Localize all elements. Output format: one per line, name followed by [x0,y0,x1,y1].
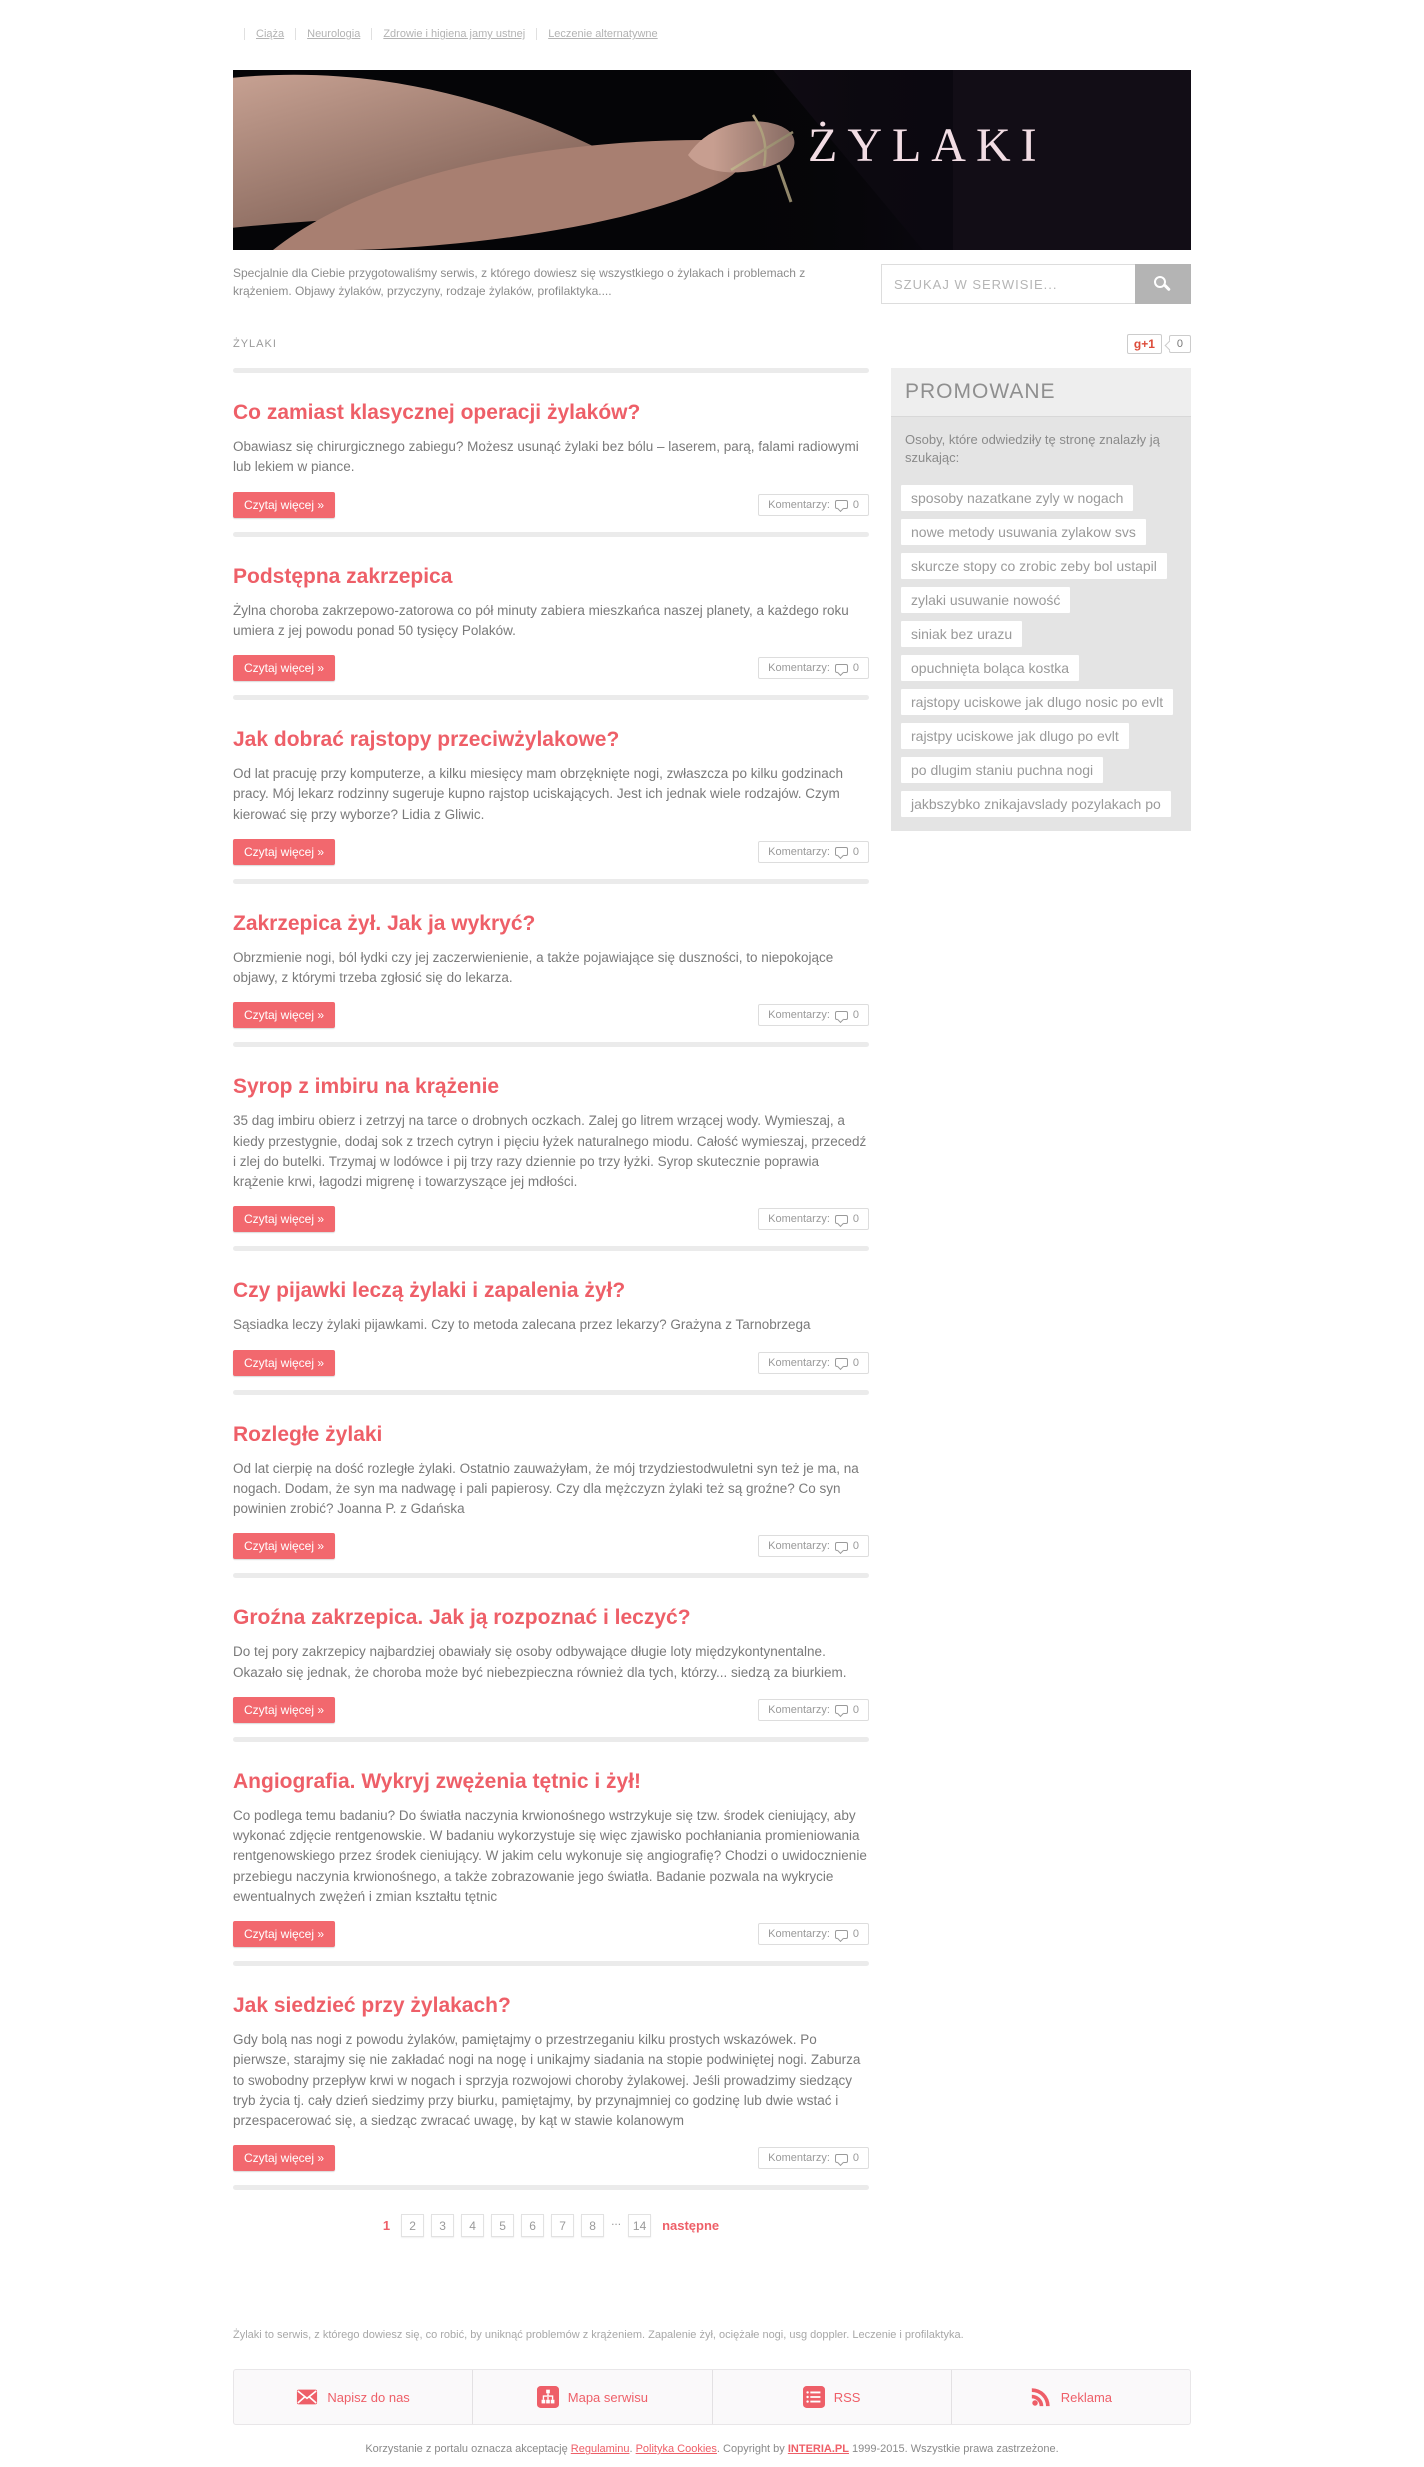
article-item [233,700,869,884]
article-item [233,1966,869,2190]
comment-bubble-icon [835,2154,848,2163]
article-item [233,1578,869,1742]
articles [233,373,869,2190]
footer-link-label: Reklama [1060,2389,1113,2405]
promoted-link[interactable]: skurcze stopy co zrobic zeby bol ustapil [901,553,1167,579]
promoted-link[interactable]: jakbszybko znikajavslady pozylakach po [901,791,1171,817]
comments-link[interactable] [758,1004,869,1026]
article-item [233,537,869,701]
comments-count: 0 [852,845,859,858]
article-title[interactable]: Co zamiast klasycznej operacji żylaków? [233,401,641,424]
list-icon [803,2386,825,2408]
article-excerpt: Do tej pory zakrzepicy najbardziej obawiały się osoby odbywające długie loty międzykontynentalne. Okazało się jednak, że choroba może być niebezpieczna również dla tych, którzy... siedzą za biurkiem. [233,1644,847,1680]
comments-link[interactable] [758,841,869,863]
pagination-page-link[interactable]: 4 [461,2214,484,2237]
sitemap-icon [537,2386,559,2408]
comments-link[interactable] [758,2147,869,2169]
article-list [233,368,869,2237]
article-excerpt: Sąsiadka leczy żylaki pijawkami. Czy to metoda zalecana przez lekarzy? Grażyna z Tarnobrzega [233,1317,811,1333]
banner-legs-image [233,70,1191,250]
googleplus-count: 0 [1169,335,1191,353]
pagination-current-page: 1 [382,2218,391,2234]
search-icon [1154,276,1166,288]
pagination-page-link[interactable]: 7 [551,2214,574,2237]
comments-label: Komentarzy: [768,662,830,674]
comment-bubble-icon [835,1358,848,1367]
page [233,0,1191,2455]
top-nav-link[interactable]: Zdrowie i higiena jamy ustnej [371,28,525,40]
footer-link-rss[interactable] [712,2370,951,2424]
comments-link[interactable] [758,1208,869,1230]
mail-icon [296,2386,318,2408]
article-footer [233,492,869,518]
legal-text: 1999-2015. Wszystkie prawa zastrzeżone. [848,2443,1059,2456]
breadcrumb-row [233,334,1191,354]
terms-link[interactable]: Regulaminu [570,2443,630,2456]
pagination-page-link[interactable]: 3 [431,2214,454,2237]
read-more-button[interactable]: Czytaj więcej » [233,1350,335,1376]
top-nav-link[interactable]: Neurologia [295,28,360,40]
comments-count: 0 [852,1009,859,1022]
footer-link-ads[interactable] [951,2370,1190,2424]
pagination-page-link[interactable]: 5 [491,2214,514,2237]
comments-link[interactable] [758,657,869,679]
article-title[interactable]: Syrop z imbiru na krążenie [233,1075,500,1099]
pagination-page-link[interactable]: 2 [401,2214,424,2237]
comments-label: Komentarzy: [768,1009,830,1022]
googleplus-button[interactable]: g+1 [1127,334,1162,354]
article-item [233,884,869,1048]
pagination-pages [401,2214,604,2237]
article-footer [233,1697,869,1723]
comment-bubble-icon [835,664,848,673]
main-content [233,368,1191,2237]
read-more-button[interactable]: Czytaj więcej » [233,655,335,681]
article-title[interactable]: Rozległe żylaki [233,1422,383,1446]
divider [233,2185,869,2190]
intro-row [233,264,1191,304]
comment-bubble-icon [835,1215,848,1224]
read-more-button[interactable]: Czytaj więcej » [233,1921,335,1947]
search-button[interactable] [1135,264,1191,304]
comments-count: 0 [852,1540,859,1553]
comment-bubble-icon [835,1542,848,1551]
article-title[interactable]: Groźna zakrzepica. Jak ją rozpoznać i leczyć? [233,1606,691,1630]
comments-count: 0 [852,1703,859,1716]
article-title[interactable]: Zakrzepica żył. Jak ja wykryć? [233,911,536,935]
footer-description: Żylaki to serwis, z którego dowiesz się, co robić, by uniknąć problemów z krążeniem. Zapalenie żył, ociężałe nogi, usg doppler. Leczenie i profilaktyka. [233,2329,964,2342]
comments-label: Komentarzy: [768,1928,830,1940]
article-excerpt: Gdy bolą nas nogi z powodu żylaków, pamiętajmy o przestrzeganiu kilku prostych wskazówek. Po pierwsze, starajmy się nie zakładać nogi na nogę i unikajmy siadania na stopie podwiniętej nogi. Zaburza to swobodny przepływ krwi w nogach i sprzyja rozwojowi choroby żylakowej. Jeśli prowadzimy siedzący tryb życia tj. cały dzień siedzimy przy biurku, pamiętajmy, by przynajmniej co godzinę lub dwie wstać i przespacerować się, a siedząc zwracać uwagę, by kąt w stawie kolanowym [233,2032,861,2128]
search-box [881,264,1191,304]
comments-count: 0 [852,1213,859,1226]
article-footer [233,1206,869,1232]
article-title[interactable]: Podstępna zakrzepica [233,564,453,588]
promoted-intro: Osoby, które odwiedziły tę stronę znalazły ją szukając: [905,432,1160,466]
read-more-button[interactable]: Czytaj więcej » [233,1002,335,1028]
comment-bubble-icon [835,1930,848,1939]
legal-line [233,2443,1191,2455]
pagination-last-page-link[interactable]: 14 [628,2214,651,2237]
article-excerpt: Obrzmienie nogi, ból łydki czy jej zaczerwienienie, a także pojawiające się duszności, to niepokojące objawy, z którymi trzeba zgłosić się do lekarza. [233,949,834,985]
top-nav-link[interactable]: Ciąża [244,28,284,40]
promoted-title: PROMOWANE [891,368,1191,417]
article-item [233,1395,869,1579]
footer-link-sitemap[interactable] [472,2370,711,2424]
article-item [233,1742,869,1966]
article-excerpt: Żylna choroba zakrzepowo-zatorowa co pół minuty zabiera mieszkańca naszej planety, a każdego roku umiera z jej powodu ponad 50 tysięcy Polaków. [233,602,849,638]
article-footer [233,1002,869,1028]
search-input[interactable] [881,264,1135,304]
article-item [233,1047,869,1251]
read-more-button[interactable]: Czytaj więcej » [233,1206,335,1232]
read-more-button[interactable]: Czytaj więcej » [233,2145,335,2171]
comments-count: 0 [852,1928,859,1940]
top-nav [233,28,1191,40]
comments-label: Komentarzy: [768,498,830,511]
article-excerpt: Co podlega temu badaniu? Do światła naczynia krwionośnego wstrzykuje się tzw. środek cieniujący, aby wykonać zdjęcie rentgenowskie. W badaniu wykorzystuje się więc zjawisko pochłaniania promieniowania rentgenowskiego przez środek cieniujący. W jakim celu wykonuje się angiografię? Chodzi o uwidocznienie przebiegu naczynia krwionośnego, a także zobrazowanie jego światła. Badanie pozwala na wykrycie ewentualnych zwężeń i zmian kształtu tętnic [233,1807,867,1904]
comment-bubble-icon [835,847,848,856]
cookies-link[interactable]: Polityka Cookies [635,2443,717,2456]
footer-link-label: RSS [833,2389,861,2405]
read-more-button[interactable]: Czytaj więcej » [233,1697,335,1723]
rss-icon [1030,2386,1052,2408]
googleplus-widget [1127,334,1191,354]
comment-bubble-icon [835,500,848,509]
comments-link[interactable] [758,1535,869,1557]
article-excerpt: 35 dag imbiru obierz i zetrzyj na tarce o drobnych oczkach. Zalej go litrem wrzącej wody. Wymieszaj, a kiedy przestygnie, dodaj sok z trzech cytryn i pięciu łyżek naturalnego miodu. Całość wymieszaj, przecedź i zlej do butelki. Trzymaj w lodówce i pij trzy razy dziennie po trzy łyżki. Syrop skutecznie poprawia krążenie krwi, łagodzi migrenę i towarzyszące jej mdłości. [233,1113,867,1189]
footer-nav [233,2369,1191,2425]
promoted-link[interactable]: rajstpy uciskowe jak dlugo po evlt [901,723,1129,749]
comments-label: Komentarzy: [768,845,830,858]
promoted-link[interactable]: zylaki usuwanie nowość [901,587,1070,613]
promoted-link[interactable]: po dlugim staniu puchna nogi [901,757,1103,783]
article-footer [233,1533,869,1559]
read-more-button[interactable]: Czytaj więcej » [233,839,335,865]
breadcrumb: ŻYLAKI [233,338,277,350]
pagination-page-link[interactable]: 6 [521,2214,544,2237]
footer-link-label: Napisz do nas [327,2389,410,2405]
banner-title: ŻYLAKI [808,119,1047,172]
pagination [233,2214,869,2237]
footer-link-label: Mapa serwisu [567,2389,648,2405]
promoted-link[interactable]: nowe metody usuwania zylakow svs [901,519,1146,545]
comments-count: 0 [852,1356,859,1369]
promoted-link[interactable]: sposoby nazatkane zyly w nogach [901,485,1133,511]
article-footer [233,1350,869,1376]
comments-label: Komentarzy: [768,1356,830,1369]
comments-link[interactable] [758,1352,869,1374]
article-footer [233,839,869,865]
promoted-sidebar [891,368,1191,831]
legal-text: Korzystanie z portalu oznacza akceptację [365,2443,571,2456]
article-title[interactable]: Jak dobrać rajstopy przeciwżylakowe? [233,728,620,751]
comments-label: Komentarzy: [768,1703,830,1716]
article-excerpt: Obawiasz się chirurgicznego zabiegu? Możesz usunąć żylaki bez bólu – laserem, parą, falami radiowymi lub lekiem w piance. [233,439,859,475]
comments-count: 0 [852,662,859,674]
comments-label: Komentarzy: [768,1540,830,1553]
article-title[interactable]: Czy pijawki leczą żylaki i zapalenia żył? [233,1279,626,1303]
comment-bubble-icon [835,1705,848,1714]
interia-link[interactable]: INTERIA.PL [787,2443,849,2456]
comments-count: 0 [852,498,859,511]
article-footer [233,1921,869,1947]
promoted-link[interactable]: rajstopy uciskowe jak dlugo nosic po evlt [901,689,1173,715]
comments-link[interactable] [758,1699,869,1721]
pagination-next-link[interactable]: następne [662,2218,720,2234]
banner [233,70,1191,250]
article-excerpt: Od lat pracuję przy komputerze, a kilku miesięcy mam obrzęknięte nogi, zwłaszcza po kilku godzinach pracy. Mój lekarz rodzinny sugeruje kupno rajstop uciskających. Jest ich jednak wiele rodzajów. Czym kierować się przy wyborze? Lidia z Gliwic. [233,766,844,822]
promoted-links [891,473,1191,817]
legal-text: . Copyright by [716,2443,788,2456]
comments-count: 0 [852,2152,859,2165]
comment-bubble-icon [835,1011,848,1020]
read-more-button[interactable]: Czytaj więcej » [233,492,335,518]
article-item [233,1251,869,1394]
site-description: Specjalnie dla Ciebie przygotowaliśmy serwis, z którego dowiesz się wszystkiego o żylakach i problemach z krążeniem. Objawy żylaków, przyczyny, rodzaje żylaków, profilaktyka.... [233,266,806,298]
comments-label: Komentarzy: [768,2152,830,2165]
article-title[interactable]: Jak siedzieć przy żylakach? [233,1994,511,2017]
top-nav-link[interactable]: Leczenie alternatywne [536,28,657,40]
article-footer [233,655,869,681]
footer-link-contact[interactable] [234,2370,472,2424]
promoted-link[interactable]: opuchnięta boląca kostka [901,655,1079,681]
pagination-page-link[interactable]: 8 [581,2214,604,2237]
article-item [233,373,869,537]
comments-label: Komentarzy: [768,1213,830,1226]
comments-link[interactable] [758,494,869,516]
article-footer [233,2145,869,2171]
pagination-ellipsis: ... [611,2214,622,2229]
read-more-button[interactable]: Czytaj więcej » [233,1533,335,1559]
article-title[interactable]: Angiografia. Wykryj zwężenia tętnic i żył! [233,1769,642,1793]
promoted-link[interactable]: siniak bez urazu [901,621,1022,647]
article-excerpt: Od lat cierpię na dość rozległe żylaki. Ostatnio zauważyłam, że mój trzydziestodwuletni syn też je ma, na nogach. Dodam, że syn ma nadwagę i pali papierosy. Czy dla mężczyzn żylaki też są groźne? Co syn powinien zrobić? Joanna P. z Gdańska [233,1460,859,1516]
legal-text: . [629,2443,636,2456]
comments-link[interactable] [758,1923,869,1945]
